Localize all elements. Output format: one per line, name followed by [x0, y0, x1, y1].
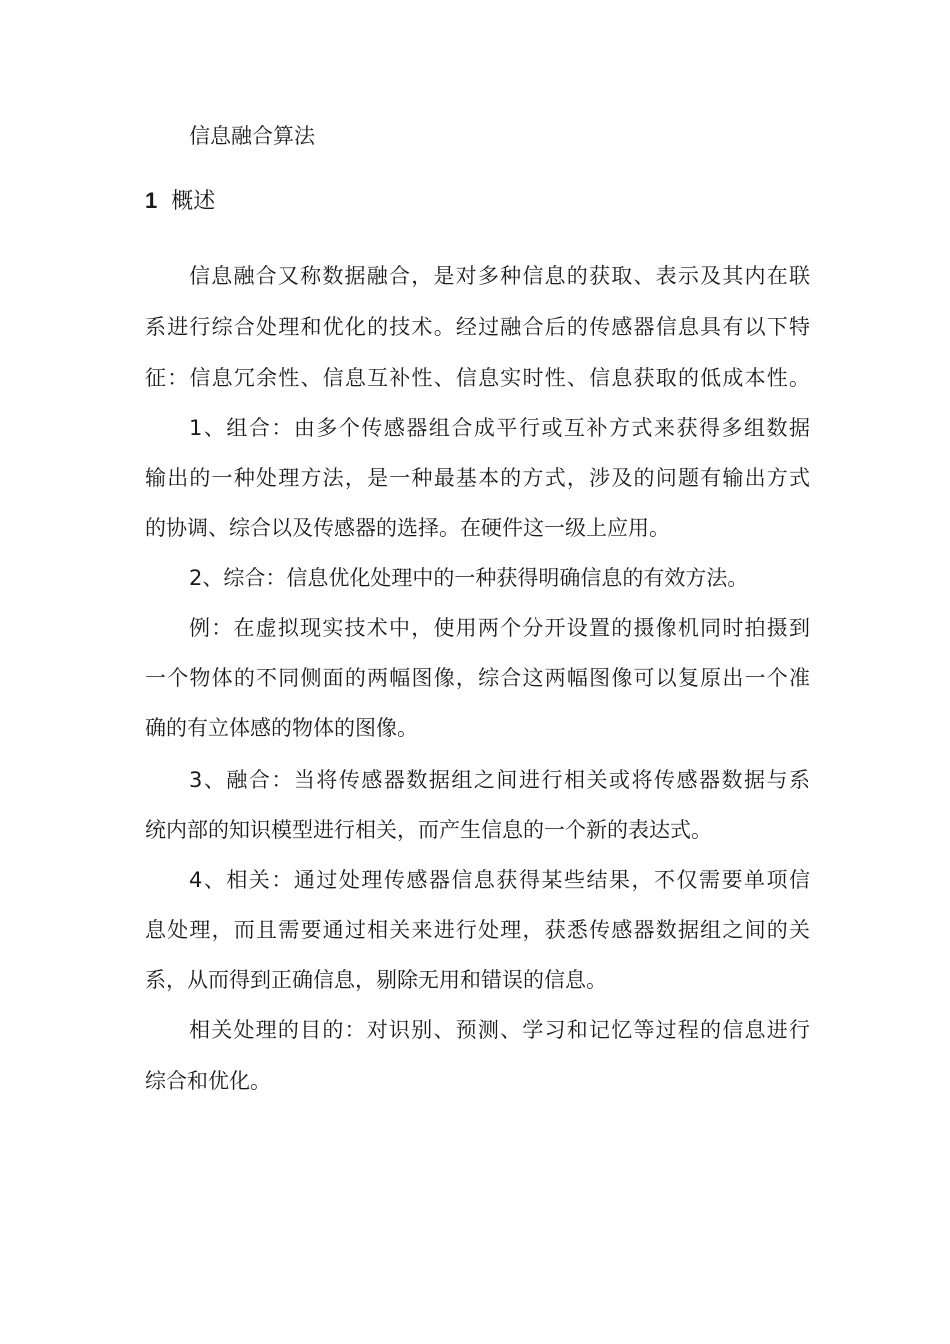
paragraph-2-line-2: 输出的一种处理方法，是一种最基本的方式，涉及的问题有输出方式	[145, 466, 810, 490]
paragraph-1-line-1: 信息融合又称数据融合，是对多种信息的获取、表示及其内在联	[189, 264, 810, 288]
document-title: 信息融合算法	[189, 124, 315, 148]
paragraph-4-line-2: 一个物体的不同侧面的两幅图像，综合这两幅图像可以复原出一个准	[145, 666, 810, 690]
paragraph-6-line-1: 4、相关：通过处理传感器信息获得某些结果，不仅需要单项信	[189, 868, 810, 892]
paragraph-2-line-1: 1、组合：由多个传感器组合成平行或互补方式来获得多组数据	[189, 416, 810, 440]
paragraph-7-line-1: 相关处理的目的：对识别、预测、学习和记忆等过程的信息进行	[189, 1018, 810, 1042]
paragraph-4-line-1: 例：在虚拟现实技术中，使用两个分开设置的摄像机同时拍摄到	[189, 616, 810, 640]
paragraph-1-line-3: 征：信息冗余性、信息互补性、信息实时性、信息获取的低成本性。	[145, 366, 810, 390]
section-heading	[145, 183, 215, 220]
paragraph-5-line-1: 3、融合：当将传感器数据组之间进行相关或将传感器数据与系	[189, 768, 810, 792]
paragraph-6-line-3: 系，从而得到正确信息，剔除无用和错误的信息。	[145, 968, 607, 992]
section-title: 概述	[171, 189, 216, 214]
paragraph-2-line-3: 的协调、综合以及传感器的选择。在硬件这一级上应用。	[145, 516, 670, 540]
paragraph-7-line-2: 综合和优化。	[145, 1069, 271, 1093]
paragraph-5-line-2: 统内部的知识模型进行相关，而产生信息的一个新的表达式。	[145, 818, 712, 842]
paragraph-3-line-1: 2、综合：信息优化处理中的一种获得明确信息的有效方法。	[189, 566, 749, 590]
section-number: 1	[145, 188, 158, 213]
paragraph-6-line-2: 息处理，而且需要通过相关来进行处理，获悉传感器数据组之间的关	[145, 918, 810, 942]
paragraph-4-line-3: 确的有立体感的物体的图像。	[145, 716, 418, 740]
paragraph-1-line-2: 系进行综合处理和优化的技术。经过融合后的传感器信息具有以下特	[145, 315, 810, 339]
